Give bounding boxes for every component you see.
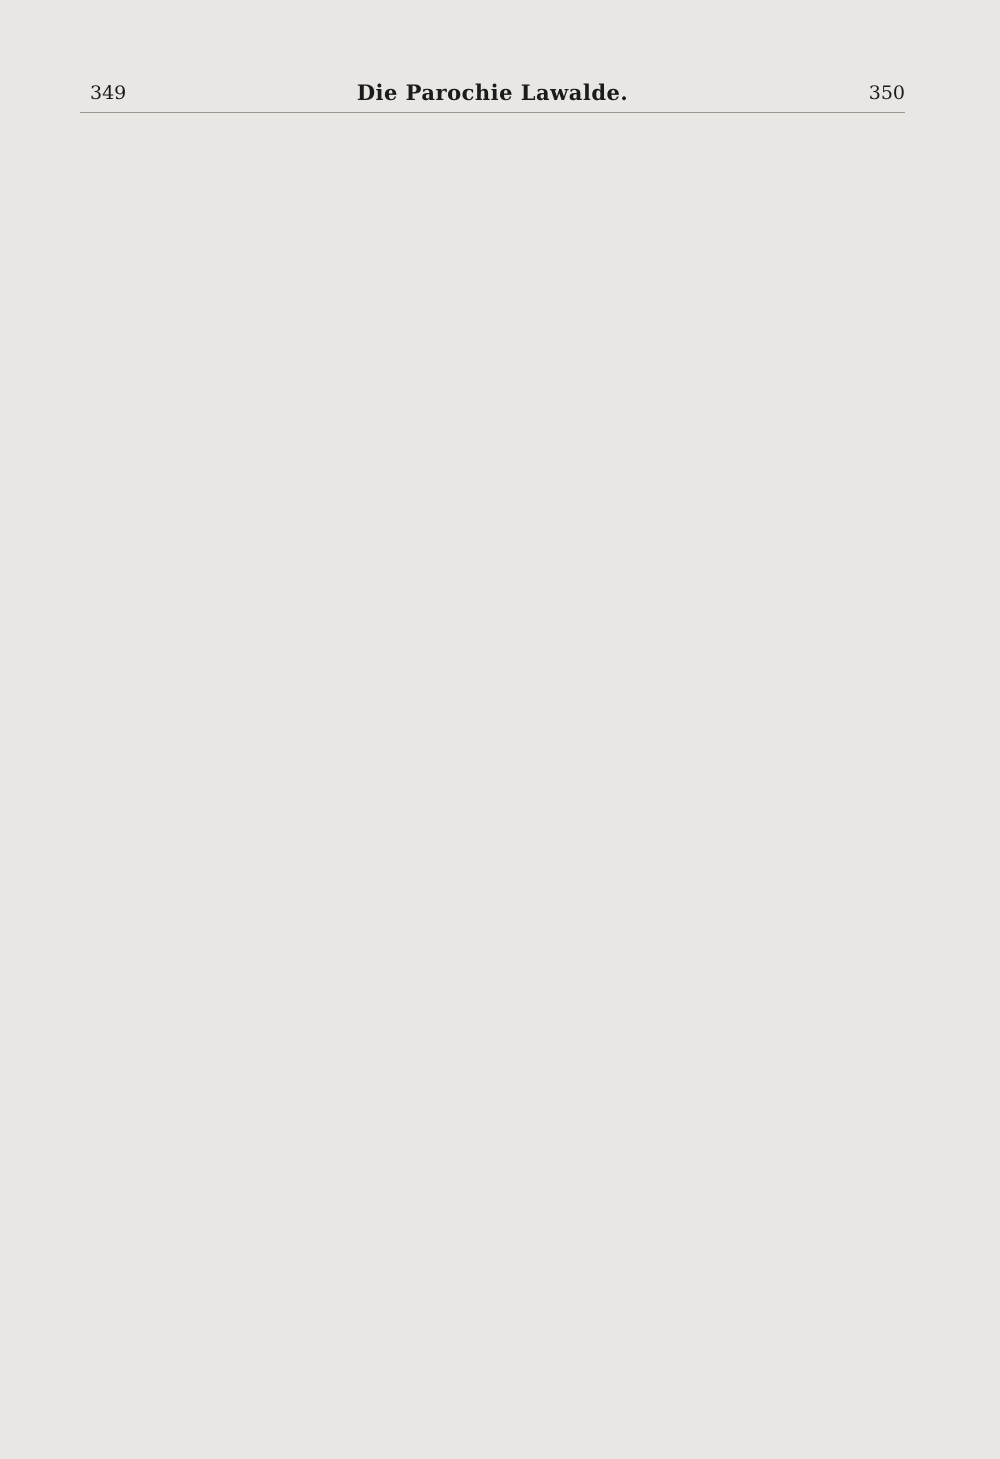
- paragraph: [503, 128, 906, 155]
- running-header: [80, 80, 905, 113]
- paragraph: [503, 165, 906, 192]
- paragraph: [84, 202, 487, 229]
- right-column: [503, 128, 906, 202]
- running-title: Die Parochie Lawalde.: [356, 80, 629, 105]
- page-number-left: 349: [90, 82, 127, 104]
- page-number-right: 350: [868, 82, 905, 104]
- left-column: [84, 128, 487, 239]
- paragraph: [84, 165, 487, 192]
- paragraph: [84, 128, 487, 155]
